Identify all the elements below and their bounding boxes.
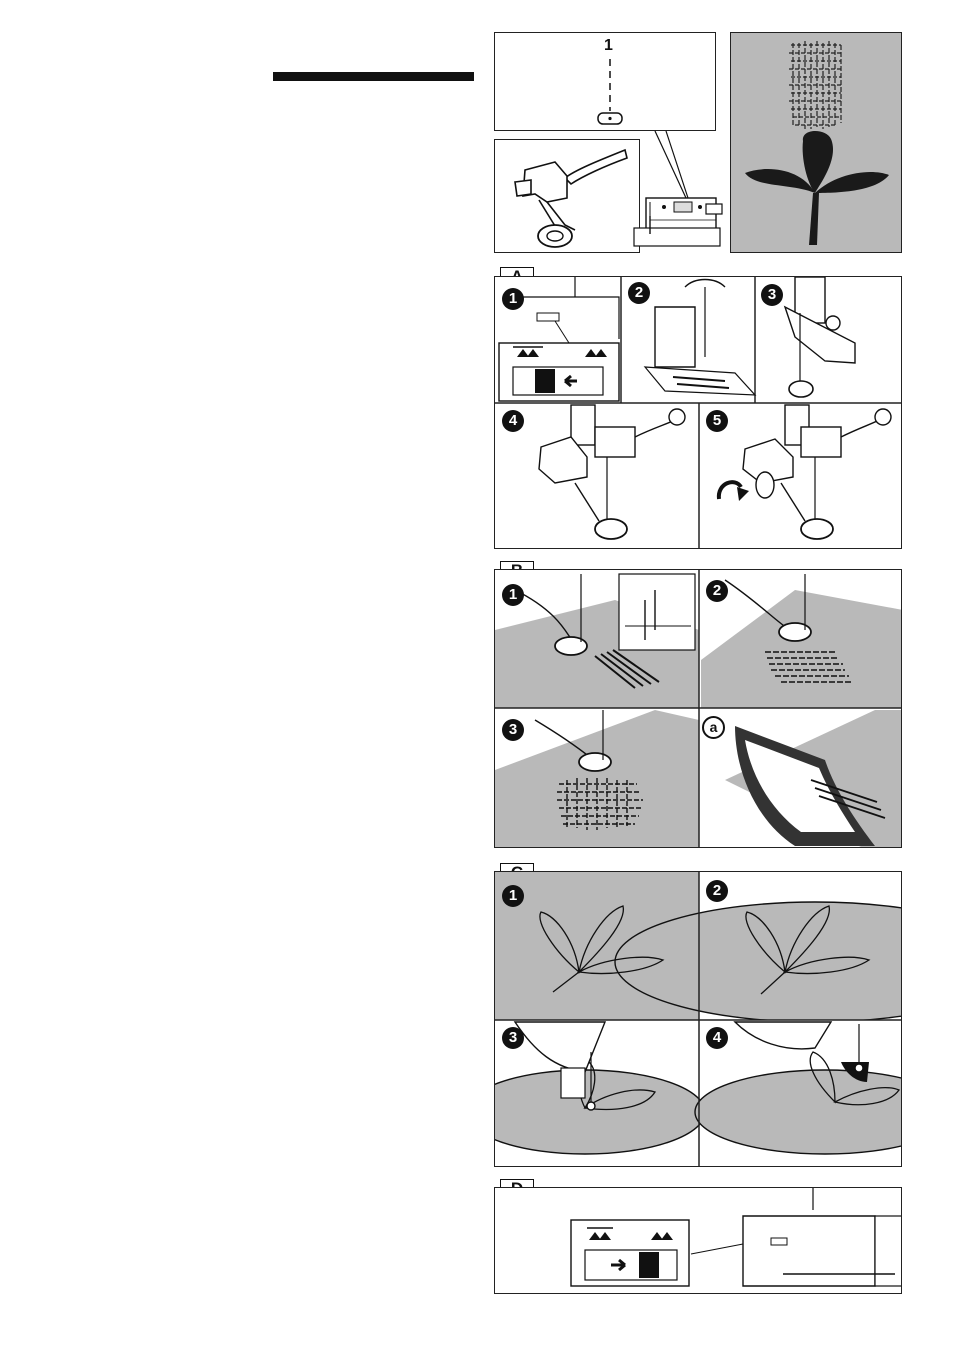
step-b2: 2 bbox=[706, 580, 728, 602]
step-a3: 3 bbox=[761, 284, 783, 306]
callout-number: 1 bbox=[604, 37, 613, 54]
section-b-frame bbox=[494, 569, 902, 848]
step-a2: 2 bbox=[628, 282, 650, 304]
section-a-frame bbox=[494, 276, 902, 549]
step-c1: 1 bbox=[502, 885, 524, 907]
darning-foot-panel bbox=[494, 139, 640, 253]
section-b-drawing bbox=[495, 570, 902, 848]
section-d-frame bbox=[494, 1187, 902, 1294]
step-a4: 4 bbox=[502, 410, 524, 432]
darning-foot-icon bbox=[495, 140, 640, 253]
step-c4: 4 bbox=[706, 1027, 728, 1049]
section-d-drawing bbox=[495, 1188, 902, 1294]
flower-sample-drawing bbox=[731, 33, 902, 253]
section-c-frame bbox=[494, 871, 902, 1167]
machine-illustration bbox=[630, 190, 730, 254]
step-c3: 3 bbox=[502, 1027, 524, 1049]
step-b1: 1 bbox=[502, 584, 524, 606]
section-a-drawing bbox=[495, 277, 902, 549]
step-a5: 5 bbox=[706, 410, 728, 432]
step-c2: 2 bbox=[706, 880, 728, 902]
step-b3: 3 bbox=[502, 719, 524, 741]
step-ba: a bbox=[702, 716, 725, 739]
section-c-drawing bbox=[495, 872, 902, 1167]
step-a1: 1 bbox=[502, 288, 524, 310]
flower-sample-panel bbox=[730, 32, 902, 253]
